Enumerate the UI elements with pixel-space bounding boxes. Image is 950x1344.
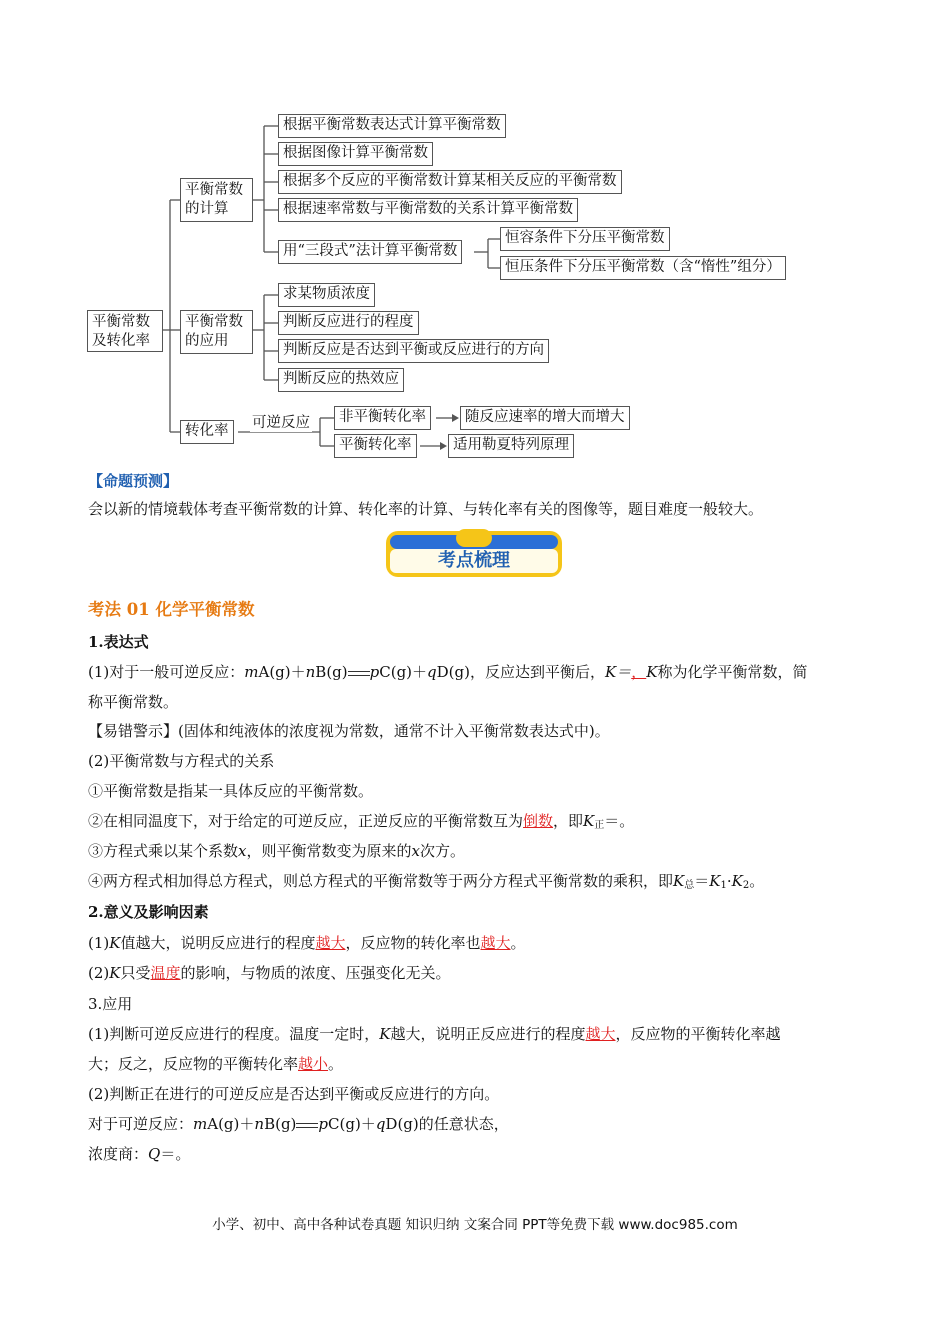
heading-relation: (2)平衡常数与方程式的关系 (88, 752, 275, 770)
para-expression-mid: ，反应达到平衡后， (470, 663, 606, 681)
mindmap-calc-item: 根据多个反应的平衡常数计算某相关反应的平衡常数 (278, 170, 622, 194)
mindmap-lines (0, 0, 950, 470)
mindmap-calc-item: 根据图像计算平衡常数 (278, 142, 433, 166)
blank-answer: ， (631, 663, 647, 681)
application-item-1-mid: 越大，说明正反应进行的程度 (390, 1025, 586, 1043)
mindmap-apply-node (180, 310, 253, 354)
para-expression: (1)对于一般可逆反应：mA(g)＋nB(g) pC(g)＋qD(g)，反应达到平衡后，K＝，K称为化学平衡常数，简 (88, 663, 808, 681)
x-symbol: x (411, 842, 420, 860)
mindmap-root (87, 310, 163, 352)
concentration-quotient-end: ＝。 (160, 1145, 191, 1163)
meaning-item-2: (2)K只受温度的影响，与物质的浓度、压强变化无关。 (88, 964, 451, 982)
answer-larger: 越大 (315, 934, 346, 952)
mindmap-apply-item: 判断反应进行的程度 (278, 311, 419, 335)
meaning-item-2-num: (2) (88, 964, 110, 982)
meaning-item-1-end: 。 (510, 934, 526, 952)
answer-reciprocal: 倒数 (523, 812, 554, 830)
relation-item-3-mid: ，则平衡常数变为原来的 (246, 842, 412, 860)
mindmap-conv-item: 平衡转化率 (334, 434, 417, 458)
answer-smaller: 越小 (298, 1055, 329, 1073)
relation-item-2-mid: ，即 (553, 812, 584, 830)
page-footer: 小学、初中、高中各种试卷真题 知识归纳 文案合同 PPT等免费下载 www.doc985.com (212, 1217, 738, 1233)
relation-item-2 (88, 810, 634, 831)
k-subscript-total: 总 (684, 880, 695, 891)
mindmap-apply-item: 判断反应的热效应 (278, 368, 404, 392)
mindmap-calc-sub: 恒压条件下分压平衡常数（含“惰性”组分） (500, 256, 786, 280)
application-reaction-end: 的任意状态， (418, 1115, 509, 1133)
k-symbol: K (583, 812, 595, 830)
meaning-item-1-mid: ，反应物的转化率也 (345, 934, 481, 952)
meaning-item-1: (1)K值越大，说明反应进行的程度越大，反应物的转化率也越大。 (88, 934, 526, 952)
k-subscript: 正 (594, 820, 605, 831)
answer-larger: 越大 (585, 1025, 616, 1043)
equilibrium-arrow (296, 1121, 318, 1129)
section-title: 考法 01 化学平衡常数 (88, 600, 255, 619)
mindmap-apply-item: 判断反应是否达到平衡或反应进行的方向 (278, 339, 549, 363)
mindmap-calc-sub: 恒容条件下分压平衡常数 (500, 227, 670, 251)
application-item-1-text: (1)判断可逆反应进行的程度。温度一定时， (88, 1025, 380, 1043)
mindmap-calc-item: 根据平衡常数表达式计算平衡常数 (278, 114, 506, 138)
meaning-item-1-num: (1) (88, 934, 110, 952)
k-symbol: K＝ (605, 663, 632, 681)
answer-temperature: 温度 (150, 964, 181, 982)
application-item-1-cont-text: 大；反之，反应物的平衡转化率 (88, 1055, 299, 1073)
concentration-quotient (88, 1143, 190, 1164)
equilibrium-arrow (348, 669, 370, 677)
para-expression-cont: 称平衡常数。 (88, 693, 179, 711)
para-expression-intro: (1)对于一般可逆反应： (88, 663, 245, 681)
heading-meaning: 2.意义及影响因素 (88, 903, 209, 921)
mindmap-conv-mid: 可逆反应 (250, 411, 312, 432)
mindmap-calc-item: 根据速率常数与平衡常数的关系计算平衡常数 (278, 198, 578, 222)
q-symbol: Q (148, 1145, 161, 1163)
para-expression-end: 称为化学平衡常数，简 (657, 663, 808, 681)
mindmap-apply-label: 平衡常数 的应用 (185, 314, 243, 349)
meaning-item-2-text: 只受 (120, 964, 151, 982)
heading-expression: 1.表达式 (88, 633, 149, 651)
application-item-1: (1)判断可逆反应进行的程度。温度一定时，K越大，说明正反应进行的程度越大，反应物的平衡转化率越 (88, 1025, 781, 1043)
mindmap-conv-result: 适用勒夏特列原理 (448, 434, 574, 458)
meaning-item-1-text: 值越大，说明反应进行的程度 (120, 934, 316, 952)
mindmap-calc-label: 平衡常数 的计算 (185, 182, 243, 217)
relation-item-1: ①平衡常数是指某一具体反应的平衡常数。 (88, 782, 374, 800)
mindmap-root-label: 平衡常数 及转化率 (92, 314, 150, 349)
application-reaction-intro: 对于可逆反应： (88, 1115, 194, 1133)
application-item-1-cont-end: 。 (328, 1055, 344, 1073)
application-item-1-cont (88, 1053, 343, 1074)
banner-tab (456, 529, 492, 547)
application-reaction: 对于可逆反应：mA(g)＋nB(g) pC(g)＋qD(g)的任意状态， (88, 1115, 509, 1133)
banner-title: 考点梳理 (438, 550, 510, 571)
relation-item-4-text: ④两方程式相加得总方程式，则总方程式的平衡常数等于两分方程式平衡常数的乘积，即 (88, 872, 674, 890)
warning-note: 【易错警示】(固体和纯液体的浓度视为常数，通常不计入平衡常数表达式中)。 (88, 722, 610, 740)
relation-item-2-end: ＝。 (604, 812, 635, 830)
prediction-text: 会以新的情境载体考查平衡常数的计算、转化率的计算、与转化率有关的图像等，题目难度一般较大。 (88, 500, 764, 518)
application-item-2: (2)判断正在进行的可逆反应是否达到平衡或反应进行的方向。 (88, 1085, 500, 1103)
k-symbol: K (673, 872, 685, 890)
relation-item-3-end: 次方。 (419, 842, 465, 860)
prediction-heading: 【命题预测】 (88, 472, 179, 490)
section-banner (386, 531, 562, 577)
relation-item-4: ④两方程式相加得总方程式，则总方程式的平衡常数等于两分方程式平衡常数的乘积，即$K_总=K_1\cdot K_2$。 (88, 872, 765, 891)
mindmap-conv-item: 非平衡转化率 (334, 406, 431, 430)
mindmap-apply-item: 求某物质浓度 (278, 283, 375, 307)
mindmap-calc-item: 用“三段式”法计算平衡常数 (278, 240, 462, 264)
heading-application: 3.应用 (88, 995, 133, 1013)
mindmap-conv-result: 随反应速率的增大而增大 (460, 406, 630, 430)
meaning-item-2-end: 的影响，与物质的浓度、压强变化无关。 (180, 964, 451, 982)
application-item-1-end: ，反应物的平衡转化率越 (615, 1025, 781, 1043)
concentration-quotient-label: 浓度商： (88, 1145, 149, 1163)
mindmap-calc-node (180, 178, 253, 222)
relation-item-3 (88, 840, 465, 861)
relation-item-3-text: ③方程式乘以某个系数 (88, 842, 239, 860)
x-symbol: x (238, 842, 247, 860)
relation-item-2-text: ②在相同温度下，对于给定的可逆反应，正逆反应的平衡常数互为 (88, 812, 524, 830)
answer-larger: 越大 (480, 934, 511, 952)
mindmap-conv-node: 转化率 (180, 420, 234, 444)
